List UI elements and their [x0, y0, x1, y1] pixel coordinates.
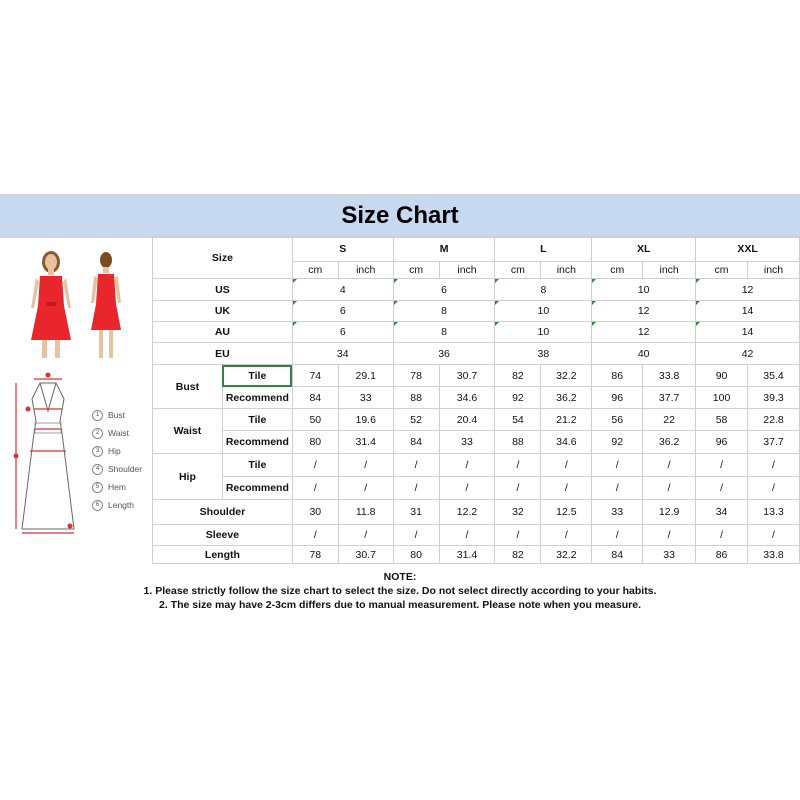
measurement-value: 96	[592, 387, 643, 409]
size-column-header: S	[292, 237, 393, 262]
model-back-photo	[86, 248, 126, 362]
legend-item-hip: 3 Hip	[92, 442, 142, 460]
notes	[0, 570, 800, 612]
measurement-value: 33.8	[643, 365, 696, 387]
measurement-row	[153, 387, 800, 409]
measurement-row	[153, 546, 800, 564]
regional-row	[153, 301, 800, 322]
measurement-value: /	[592, 454, 643, 477]
measurement-value: /	[696, 525, 748, 546]
measurement-value: /	[439, 454, 495, 477]
model-front-photo	[22, 248, 80, 362]
measurement-value: 31	[393, 500, 439, 525]
size-column-header: XL	[592, 237, 696, 262]
regional-size-value: 14	[696, 322, 800, 343]
measurement-value: 36.2	[541, 387, 592, 409]
legend-item-shoulder: 4 Shoulder	[92, 460, 142, 478]
measurement-value: /	[292, 477, 338, 500]
measurement-value: 54	[495, 409, 541, 431]
size-table	[152, 236, 800, 564]
unit-cm-header: cm	[292, 262, 338, 279]
measurement-value: 31.4	[338, 431, 393, 454]
size-column-header: M	[393, 237, 495, 262]
regional-size-value: 6	[393, 279, 495, 301]
measurement-value: /	[338, 454, 393, 477]
measurement-value: /	[747, 454, 799, 477]
unit-cm-header: cm	[495, 262, 541, 279]
measurement-value: 33	[592, 500, 643, 525]
measurement-value: 12.9	[643, 500, 696, 525]
measurement-value: 80	[292, 431, 338, 454]
measurement-value: 100	[696, 387, 748, 409]
measurement-row	[153, 525, 800, 546]
regional-row	[153, 343, 800, 365]
measurement-label: Sleeve	[153, 525, 293, 546]
measurement-value: 84	[393, 431, 439, 454]
measurement-value: 30.7	[439, 365, 495, 387]
measurement-value: 78	[393, 365, 439, 387]
measurement-value: 90	[696, 365, 748, 387]
regional-size-value: 10	[495, 301, 592, 322]
measurement-value: 30	[292, 500, 338, 525]
measurement-value: 37.7	[643, 387, 696, 409]
measurement-legend	[92, 406, 142, 514]
unit-cm-header: cm	[592, 262, 643, 279]
measurement-value: 88	[495, 431, 541, 454]
measurement-value: 11.8	[338, 500, 393, 525]
measurement-value: 31.4	[439, 546, 495, 564]
measurement-row	[153, 409, 800, 431]
measurement-value: 13.3	[747, 500, 799, 525]
measurement-value: 12.2	[439, 500, 495, 525]
regional-size-value: 12	[696, 279, 800, 301]
measurement-value: 29.1	[338, 365, 393, 387]
measurement-value: 78	[292, 546, 338, 564]
measurement-value: 56	[592, 409, 643, 431]
measurement-value: 82	[495, 365, 541, 387]
measurement-row	[153, 454, 800, 477]
legend-item-length: 6 Length	[92, 496, 142, 514]
measurement-value: 21.2	[541, 409, 592, 431]
measurement-group-label: Hip	[153, 454, 223, 500]
regional-size-value: 40	[592, 343, 696, 365]
measurement-value: /	[696, 454, 748, 477]
regional-label: UK	[153, 301, 293, 322]
measurement-value: /	[439, 525, 495, 546]
dress-measurement-diagram	[8, 371, 88, 541]
measurement-value: 92	[592, 431, 643, 454]
measurement-value: 92	[495, 387, 541, 409]
measurement-sub-label: Tile	[222, 454, 292, 477]
regional-size-value: 14	[696, 301, 800, 322]
regional-size-value: 6	[292, 322, 393, 343]
page-title: Size Chart	[341, 202, 459, 229]
measurement-value: 19.6	[338, 409, 393, 431]
measurement-value: 80	[393, 546, 439, 564]
regional-size-value: 8	[393, 322, 495, 343]
size-column-header: L	[495, 237, 592, 262]
size-chart-sheet	[0, 190, 800, 610]
measurement-value: /	[338, 525, 393, 546]
measurement-value: /	[541, 477, 592, 500]
measurement-value: 22	[643, 409, 696, 431]
measurement-value: 34	[696, 500, 748, 525]
measurement-value: 30.7	[338, 546, 393, 564]
size-header: Size	[153, 237, 293, 279]
regional-size-value: 12	[592, 301, 696, 322]
regional-label: EU	[153, 343, 293, 365]
measurement-value: 86	[696, 546, 748, 564]
header-row	[153, 237, 800, 262]
measurement-value: 96	[696, 431, 748, 454]
measurement-value: 33	[643, 546, 696, 564]
measurement-value: /	[541, 525, 592, 546]
measurement-value: /	[292, 454, 338, 477]
measurement-value: 34.6	[439, 387, 495, 409]
measurement-value: 22.8	[747, 409, 799, 431]
regional-label: AU	[153, 322, 293, 343]
size-column-header: XXL	[696, 237, 800, 262]
measurement-value: 20.4	[439, 409, 495, 431]
measurement-value: /	[592, 525, 643, 546]
unit-inch-header: inch	[747, 262, 799, 279]
measurement-sub-label: Tile	[222, 409, 292, 431]
measurement-value: 84	[292, 387, 338, 409]
note-line-2: 2. The size may have 2-3cm differs due to manual measurement. Please note when you measure.	[158, 599, 641, 611]
unit-inch-header: inch	[541, 262, 592, 279]
measurement-value: /	[495, 477, 541, 500]
measurement-row	[153, 431, 800, 454]
measurement-value: 33	[439, 431, 495, 454]
measurement-value: /	[393, 525, 439, 546]
regional-size-value: 10	[592, 279, 696, 301]
measurement-row	[153, 477, 800, 500]
regional-size-value: 4	[292, 279, 393, 301]
regional-size-value: 8	[495, 279, 592, 301]
measurement-sub-label: Recommend	[222, 477, 292, 500]
measurement-value: 34.6	[541, 431, 592, 454]
unit-inch-header: inch	[338, 262, 393, 279]
measurement-value: 82	[495, 546, 541, 564]
measurement-value: /	[393, 454, 439, 477]
measurement-value: 12.5	[541, 500, 592, 525]
measurement-label: Shoulder	[153, 500, 293, 525]
measurement-row	[153, 500, 800, 525]
unit-inch-header: inch	[643, 262, 696, 279]
measurement-value: /	[495, 454, 541, 477]
unit-cm-header: cm	[393, 262, 439, 279]
measurement-group-label: Waist	[153, 409, 223, 454]
measurement-value: 84	[592, 546, 643, 564]
measurement-sub-label: Recommend	[222, 387, 292, 409]
measurement-row	[153, 365, 800, 387]
legend-item-waist: 2 Waist	[92, 424, 142, 442]
measurement-value: 86	[592, 365, 643, 387]
measurement-value: 74	[292, 365, 338, 387]
illustration-panel	[0, 236, 152, 569]
measurement-value: /	[393, 477, 439, 500]
title-bar	[0, 194, 800, 238]
measurement-value: 36.2	[643, 431, 696, 454]
measurement-value: 88	[393, 387, 439, 409]
measurement-value: 33	[338, 387, 393, 409]
unit-inch-header: inch	[439, 262, 495, 279]
measurement-value: 58	[696, 409, 748, 431]
measurement-value: /	[439, 477, 495, 500]
measurement-value: /	[495, 525, 541, 546]
regional-label: US	[153, 279, 293, 301]
measurement-value: /	[747, 477, 799, 500]
regional-size-value: 8	[393, 301, 495, 322]
measurement-group-label: Bust	[153, 365, 223, 409]
notes-heading: NOTE:	[383, 571, 417, 583]
measurement-value: /	[643, 477, 696, 500]
measurement-value: 50	[292, 409, 338, 431]
regional-size-value: 6	[292, 301, 393, 322]
measurement-value: /	[696, 477, 748, 500]
measurement-value: 37.7	[747, 431, 799, 454]
measurement-value: /	[747, 525, 799, 546]
measurement-value: 33.8	[747, 546, 799, 564]
legend-item-bust: 1 Bust	[92, 406, 142, 424]
unit-cm-header: cm	[696, 262, 748, 279]
regional-row	[153, 279, 800, 301]
measurement-value: 52	[393, 409, 439, 431]
measurement-value: /	[541, 454, 592, 477]
regional-size-value: 12	[592, 322, 696, 343]
measurement-value: /	[338, 477, 393, 500]
measurement-value: /	[643, 454, 696, 477]
note-line-1: 1. Please strictly follow the size chart to select the size. Do not select directly according to your habits.	[143, 585, 657, 597]
measurement-value: /	[643, 525, 696, 546]
measurement-value: 39.3	[747, 387, 799, 409]
measurement-sub-label: Recommend	[222, 431, 292, 454]
measurement-value: 32.2	[541, 365, 592, 387]
regional-size-value: 10	[495, 322, 592, 343]
measurement-value: 35.4	[747, 365, 799, 387]
regional-row	[153, 322, 800, 343]
regional-size-value: 38	[495, 343, 592, 365]
measurement-value: 32	[495, 500, 541, 525]
measurement-value: /	[592, 477, 643, 500]
legend-item-hem: 5 Hem	[92, 478, 142, 496]
regional-size-value: 34	[292, 343, 393, 365]
measurement-sub-label: Tile	[222, 365, 292, 387]
regional-size-value: 36	[393, 343, 495, 365]
measurement-value: 32.2	[541, 546, 592, 564]
regional-size-value: 42	[696, 343, 800, 365]
measurement-value: /	[292, 525, 338, 546]
measurement-label: Length	[153, 546, 293, 564]
